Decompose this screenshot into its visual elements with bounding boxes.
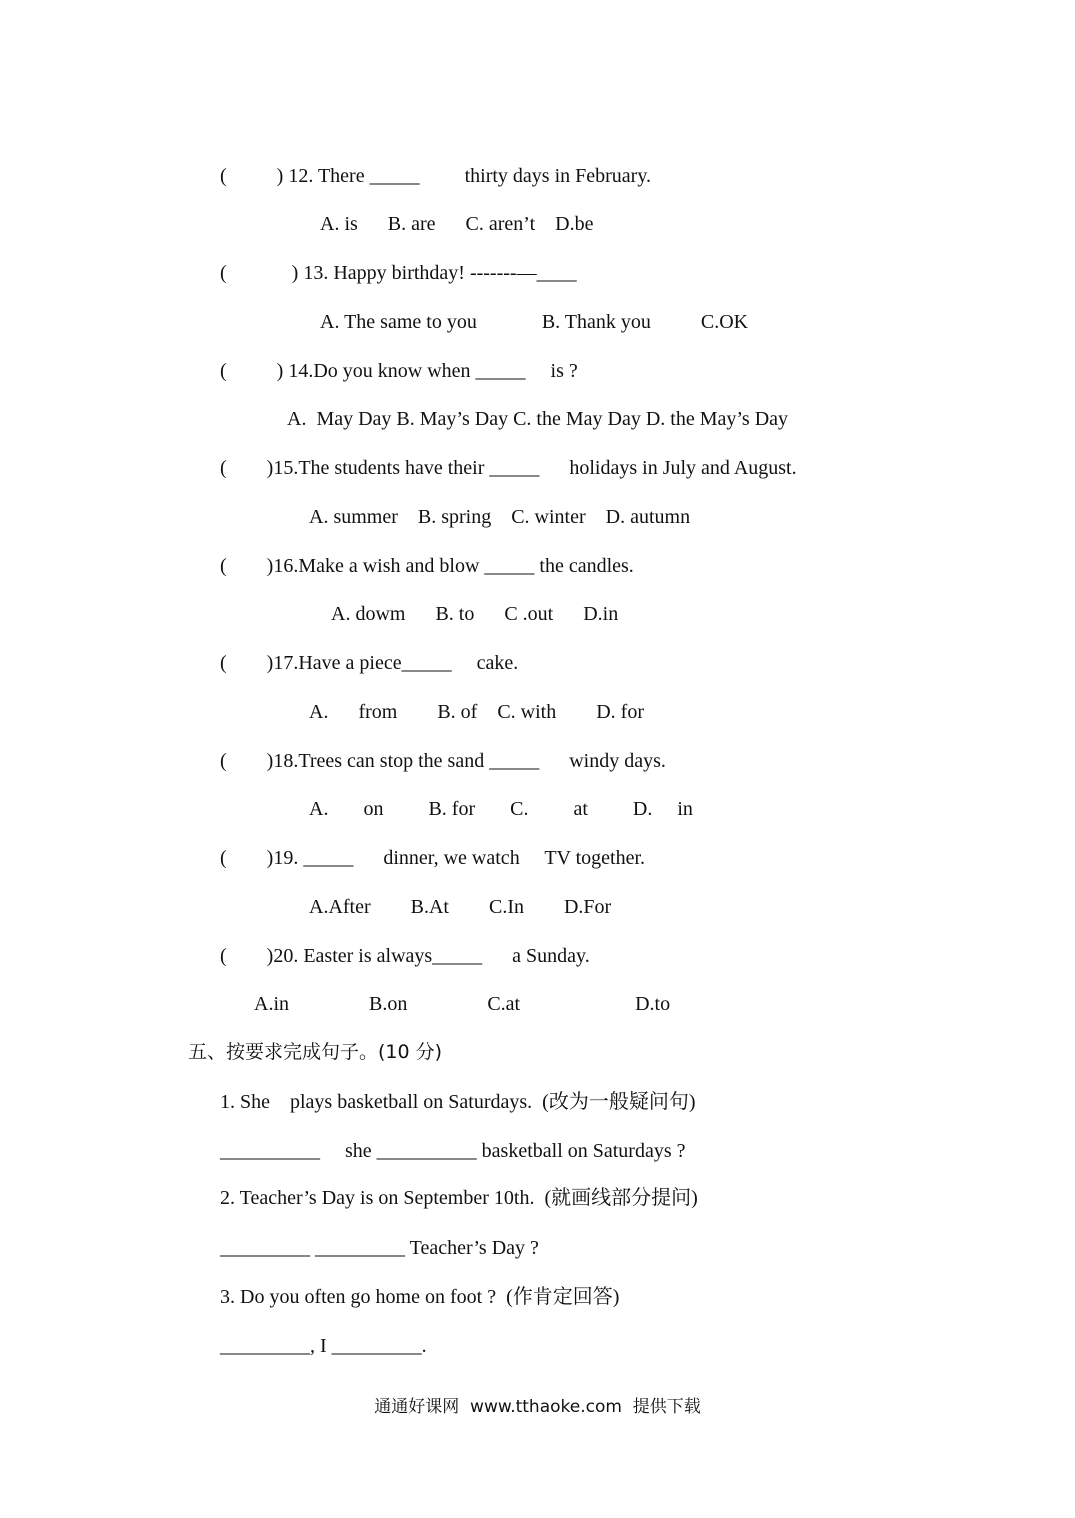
section-5-item-2: 2. Teacher’s Day is on September 10th. (就画线部分提问) <box>220 1187 698 1209</box>
question-19-stem: ( )19. _____ dinner, we watch TV together. <box>220 847 646 869</box>
question-16-options: A. dowm B. to C .out D.in <box>331 603 619 625</box>
question-12-options: A. is B. are C. aren’t D.be <box>320 213 594 235</box>
question-14-options: A. May Day B. May’s Day C. the May Day D. the May’s Day <box>287 408 789 430</box>
question-20-options: A.in B.on C.at D.to <box>254 993 671 1015</box>
question-18-options: A. on B. for C. at D. in <box>309 798 693 820</box>
question-19-options: A.After B.At C.In D.For <box>309 896 612 918</box>
question-15-stem: ( )15.The students have their _____ holidays in July and August. <box>220 457 797 479</box>
question-17-stem: ( )17.Have a piece_____ cake. <box>220 652 519 674</box>
question-13-options: A. The same to you B. Thank you C.OK <box>320 311 749 333</box>
section-5-heading: 五、按要求完成句子。(10 分) <box>188 1041 443 1063</box>
footer-download-credit: 通通好课网 www.tthaoke.com 提供下载 <box>374 1397 701 1417</box>
question-15-options: A. summer B. spring C. winter D. autumn <box>309 506 691 528</box>
section-5-item-1: 1. She plays basketball on Saturdays. (改为一般疑问句) <box>220 1091 696 1113</box>
question-17-options: A. from B. of C. with D. for <box>309 701 644 723</box>
section-5-answer-3: _________, I _________. <box>220 1335 427 1357</box>
section-5-answer-1: __________ she __________ basketball on Saturdays ? <box>220 1140 686 1162</box>
section-5-answer-2: _________ _________ Teacher’s Day ? <box>220 1237 539 1259</box>
question-18-stem: ( )18.Trees can stop the sand _____ windy days. <box>220 750 666 772</box>
question-20-stem: ( )20. Easter is always_____ a Sunday. <box>220 945 590 967</box>
question-14-stem: ( ) 14.Do you know when _____ is ? <box>220 360 578 382</box>
question-16-stem: ( )16.Make a wish and blow _____ the candles. <box>220 555 634 577</box>
question-13-stem: ( ) 13. Happy birthday! -------—____ <box>220 262 577 284</box>
section-5-item-3: 3. Do you often go home on foot ? (作肯定回答) <box>220 1286 620 1308</box>
question-12-stem: ( ) 12. There _____ thirty days in February. <box>220 165 652 187</box>
